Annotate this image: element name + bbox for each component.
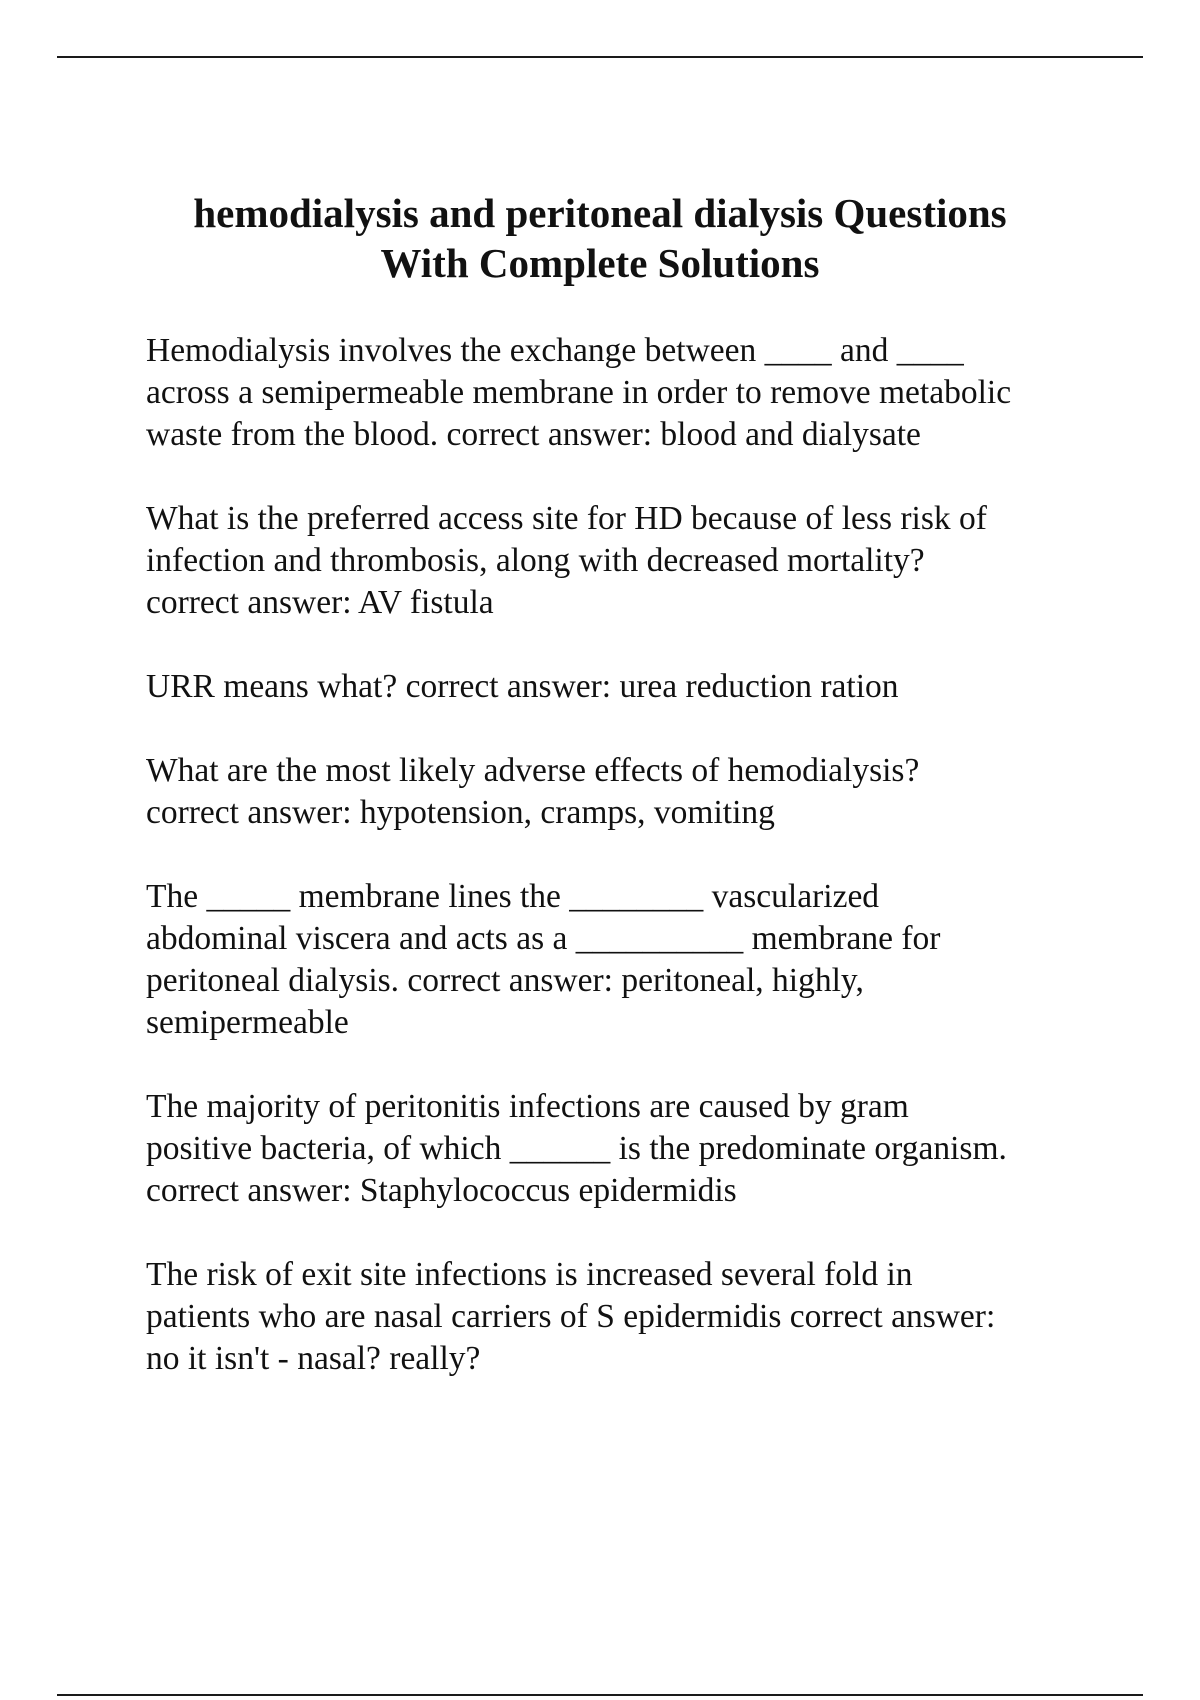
qa-line: patients who are nasal carriers of S epidermidis correct answer:: [146, 1298, 996, 1335]
qa-line: positive bacteria, of which ______ is the predominate organism.: [146, 1130, 1007, 1167]
header-rule: [57, 56, 1143, 58]
qa-item-2: [146, 498, 1106, 624]
qa-line: infection and thrombosis, along with decreased mortality?: [146, 542, 925, 579]
qa-item-1: [146, 330, 1106, 456]
qa-line: correct answer: hypotension, cramps, vomiting: [146, 794, 775, 831]
question-list: [146, 330, 1106, 1422]
title-line: hemodialysis and peritoneal dialysis Questions: [193, 190, 1007, 236]
qa-line: The majority of peritonitis infections are caused by gram: [146, 1088, 909, 1125]
qa-line: semipermeable: [146, 1004, 349, 1041]
qa-line: URR means what? correct answer: urea reduction ration: [146, 668, 899, 705]
qa-item-5: [146, 876, 1106, 1044]
qa-line: What are the most likely adverse effects of hemodialysis?: [146, 752, 920, 789]
qa-line: The _____ membrane lines the ________ vascularized: [146, 878, 880, 915]
qa-line: The risk of exit site infections is increased several fold in: [146, 1256, 913, 1293]
qa-line: peritoneal dialysis. correct answer: peritoneal, highly,: [146, 962, 864, 999]
footer-rule: [57, 1694, 1143, 1696]
title-line: With Complete Solutions: [380, 240, 820, 286]
qa-line: abdominal viscera and acts as a __________ membrane for: [146, 920, 941, 957]
qa-item-3: [146, 666, 1106, 708]
qa-line: correct answer: Staphylococcus epidermidis: [146, 1172, 737, 1209]
qa-line: no it isn't - nasal? really?: [146, 1340, 481, 1377]
qa-line: Hemodialysis involves the exchange between ____ and ____: [146, 332, 964, 369]
qa-line: waste from the blood. correct answer: blood and dialysate: [146, 416, 921, 453]
qa-line: across a semipermeable membrane in order to remove metabolic: [146, 374, 1012, 411]
qa-item-4: [146, 750, 1106, 834]
qa-line: What is the preferred access site for HD because of less risk of: [146, 500, 987, 537]
qa-line: correct answer: AV fistula: [146, 584, 494, 621]
page-title: [100, 188, 1100, 288]
qa-item-7: [146, 1254, 1106, 1380]
qa-item-6: [146, 1086, 1106, 1212]
